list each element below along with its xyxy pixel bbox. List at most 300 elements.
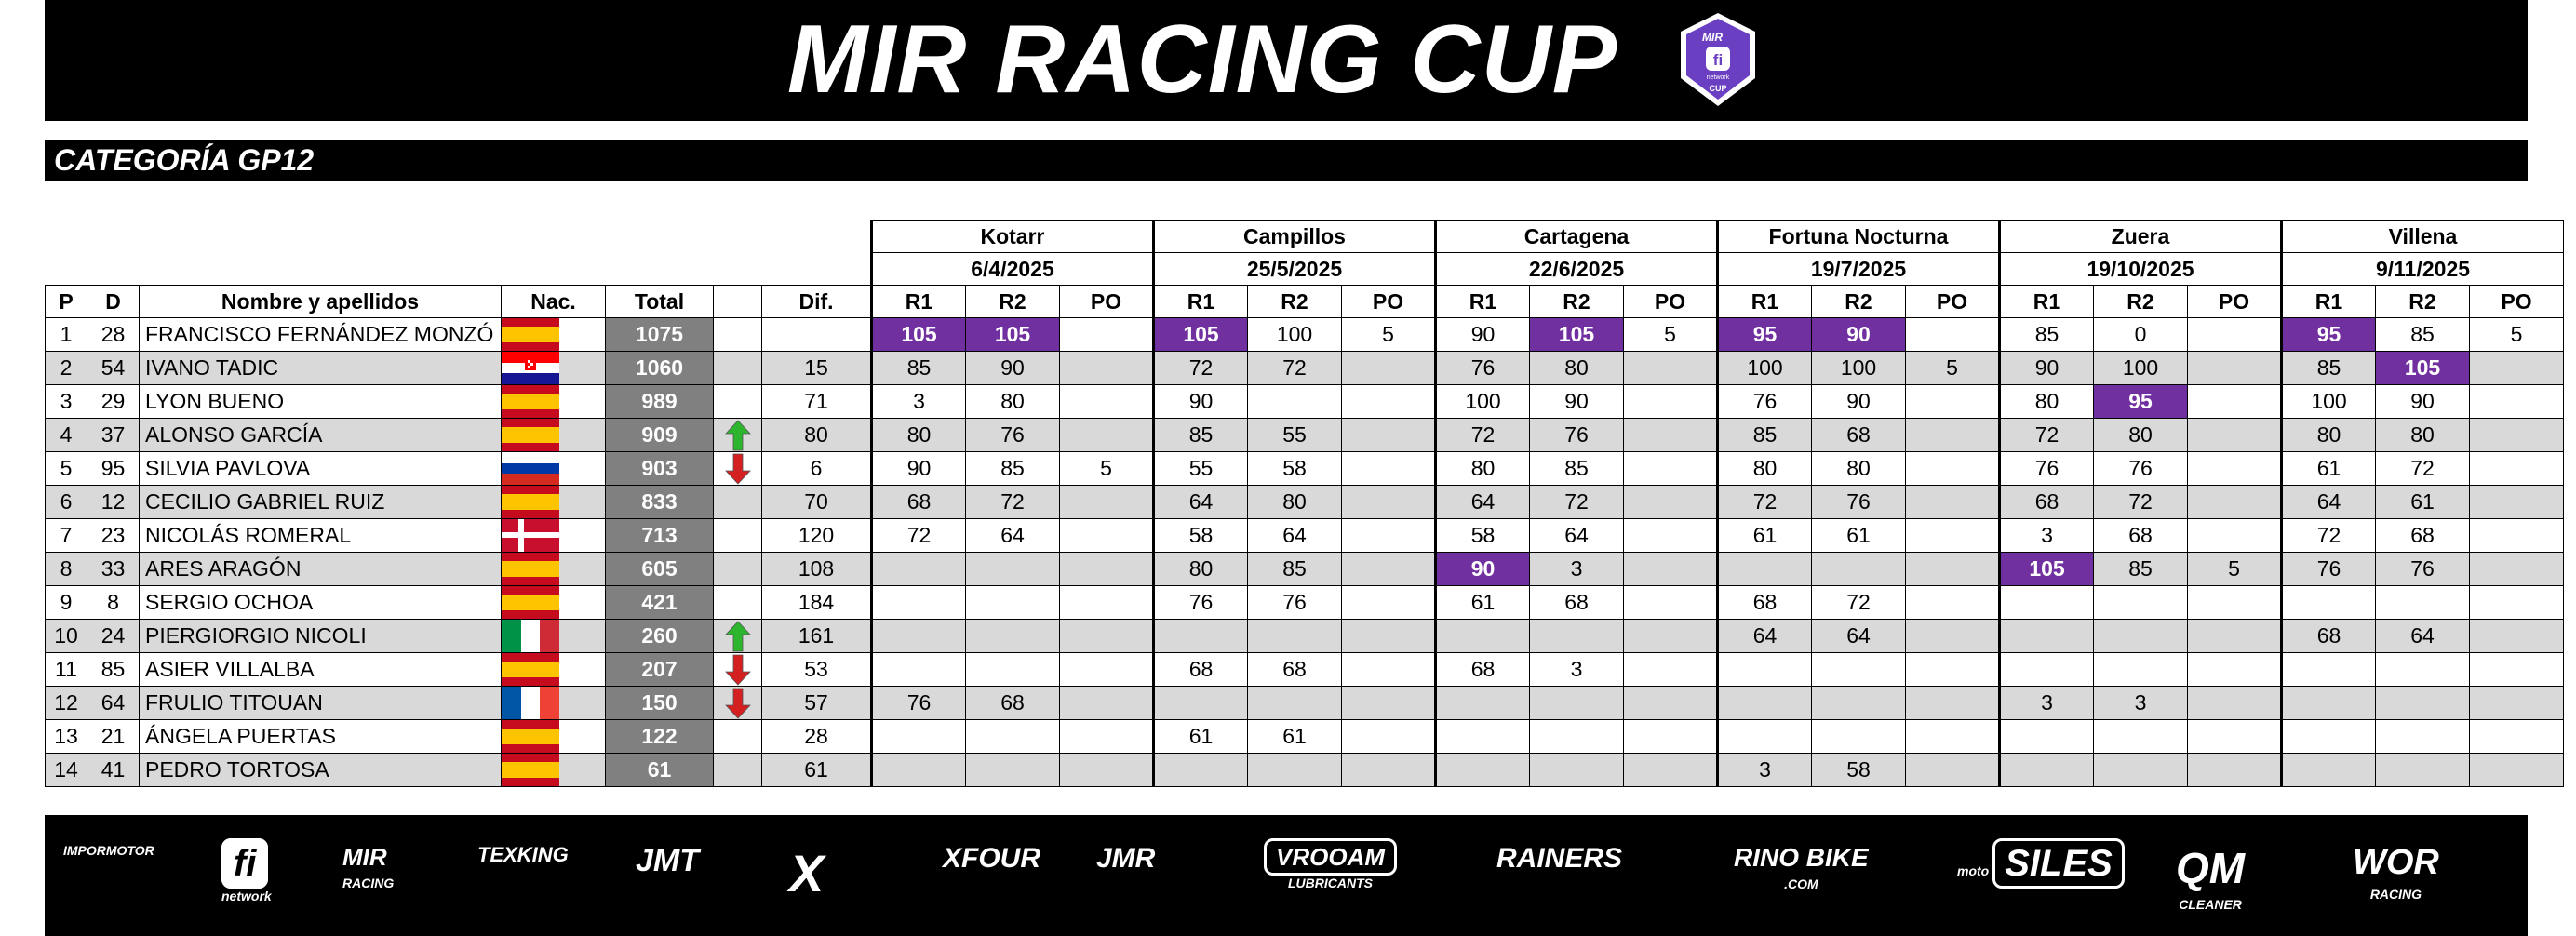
pole-points: [2470, 419, 2564, 452]
race-2-points: [1248, 385, 1342, 419]
race-2-points: 72: [2376, 452, 2470, 486]
race-1-points: 64: [1436, 486, 1530, 519]
col-nationality: Nac.: [502, 286, 606, 318]
col-pole: PO: [2188, 286, 2282, 318]
race-2-points: 68: [2094, 519, 2188, 553]
race-2-points: [1530, 720, 1624, 754]
rider-name: ALONSO GARCÍA: [140, 419, 502, 452]
svg-text:network: network: [1706, 74, 1730, 81]
col-difference: Dif.: [762, 286, 872, 318]
race-2-points: 3: [1530, 553, 1624, 586]
pole-points: [1342, 754, 1436, 787]
race-2-points: 68: [966, 687, 1060, 720]
event-name: Campillos: [1154, 221, 1436, 253]
pole-points: [1342, 419, 1436, 452]
race-1-points: [2000, 586, 2094, 620]
points-difference: [762, 318, 872, 352]
race-2-points: 72: [2094, 486, 2188, 519]
pole-points: [1060, 620, 1154, 653]
nationality: [502, 586, 606, 620]
rider-name: SILVIA PAVLOVA: [140, 452, 502, 486]
race-1-points: [872, 754, 966, 787]
dorsal: 54: [87, 352, 140, 385]
race-1-points: 105: [1154, 318, 1248, 352]
race-2-points: [1530, 754, 1624, 787]
race-2-points: [2376, 720, 2470, 754]
col-race-2: R2: [2094, 286, 2188, 318]
race-1-points: 76: [872, 687, 966, 720]
race-2-points: [1530, 687, 1624, 720]
sponsor-name: XFOUR: [943, 843, 1040, 874]
pole-points: [2470, 486, 2564, 519]
trend: [714, 620, 762, 653]
pole-points: [1906, 620, 2000, 653]
race-2-points: 55: [1248, 419, 1342, 452]
race-2-points: 100: [1248, 318, 1342, 352]
pole-points: [1342, 486, 1436, 519]
spain-flag: [502, 754, 559, 786]
trend: [714, 687, 762, 720]
race-2-points: 61: [2376, 486, 2470, 519]
race-2-points: [1530, 620, 1624, 653]
event-date: 25/5/2025: [1154, 253, 1436, 286]
race-2-points: 85: [1248, 553, 1342, 586]
sponsor-logo: [1264, 843, 1397, 890]
nationality: [502, 452, 606, 486]
race-2-points: [1248, 687, 1342, 720]
sponsor-subtitle: CLEANER: [2179, 897, 2242, 912]
sponsor-prefix: moto: [1957, 863, 1990, 878]
race-2-points: 76: [1530, 419, 1624, 452]
sponsor-subtitle: RACING: [342, 876, 395, 890]
pole-points: [2188, 486, 2282, 519]
nationality: [502, 754, 606, 787]
sponsor-name: WOR: [2353, 843, 2439, 882]
pole-points: [1060, 385, 1154, 419]
sponsor-subtitle: LUBRICANTS: [1288, 876, 1373, 890]
sponsor-name: QM: [2176, 844, 2246, 892]
points-difference: 61: [762, 754, 872, 787]
pole-points: [1060, 519, 1154, 553]
race-2-points: 76: [1248, 586, 1342, 620]
dorsal: 23: [87, 519, 140, 553]
race-2-points: 72: [1812, 586, 1906, 620]
pole-points: [2470, 553, 2564, 586]
pole-points: 5: [1624, 318, 1718, 352]
position: 2: [46, 352, 87, 385]
race-1-points: [2000, 620, 2094, 653]
empty-cell: [606, 253, 714, 286]
pole-points: [2188, 318, 2282, 352]
position: 13: [46, 720, 87, 754]
pole-points: [1906, 586, 2000, 620]
race-1-points: [872, 620, 966, 653]
race-2-points: 72: [1530, 486, 1624, 519]
pole-points: 5: [2470, 318, 2564, 352]
spain-flag: [502, 720, 559, 753]
race-1-points: 72: [872, 519, 966, 553]
dorsal: 12: [87, 486, 140, 519]
race-2-points: 80: [966, 385, 1060, 419]
pole-points: [1060, 653, 1154, 687]
race-2-points: 61: [1812, 519, 1906, 553]
arrow-down-icon: [725, 688, 751, 719]
race-1-points: 3: [2000, 519, 2094, 553]
col-pole: PO: [1624, 286, 1718, 318]
pole-points: [1342, 653, 1436, 687]
race-1-points: [2000, 754, 2094, 787]
col-pole: PO: [2470, 286, 2564, 318]
race-2-points: 64: [1812, 620, 1906, 653]
nationality: [502, 352, 606, 385]
race-1-points: 90: [2000, 352, 2094, 385]
sponsor-name: MIR: [342, 843, 387, 871]
race-2-points: [966, 653, 1060, 687]
rider-name: FRANCISCO FERNÁNDEZ MONZÓ: [140, 318, 502, 352]
sponsor-logo: [1096, 843, 1155, 875]
pole-points: [2188, 653, 2282, 687]
pole-points: [1624, 687, 1718, 720]
pole-points: [2470, 754, 2564, 787]
trend: [714, 352, 762, 385]
race-2-points: [966, 586, 1060, 620]
race-1-points: [872, 653, 966, 687]
rider-name: LYON BUENO: [140, 385, 502, 419]
pole-points: 5: [1342, 318, 1436, 352]
spain-flag: [502, 553, 559, 585]
race-2-points: 64: [966, 519, 1060, 553]
race-2-points: [966, 553, 1060, 586]
pole-points: [2470, 519, 2564, 553]
pole-points: [2188, 419, 2282, 452]
race-2-points: 58: [1812, 754, 1906, 787]
race-1-points: 80: [1436, 452, 1530, 486]
col-race-1: R1: [872, 286, 966, 318]
pole-points: [1060, 754, 1154, 787]
race-2-points: 68: [1812, 419, 1906, 452]
col-trend: [714, 286, 762, 318]
total-points: 713: [606, 519, 714, 553]
sponsor-subtitle: network: [221, 889, 272, 903]
col-race-2: R2: [1248, 286, 1342, 318]
page-title: MIR RACING CUP: [786, 6, 1618, 114]
race-1-points: [1718, 653, 1812, 687]
sponsor-logo: [477, 843, 569, 867]
points-difference: 71: [762, 385, 872, 419]
position: 8: [46, 553, 87, 586]
table-row: [46, 486, 2564, 519]
pole-points: [1624, 352, 1718, 385]
race-1-points: [2282, 586, 2376, 620]
race-1-points: 3: [1718, 754, 1812, 787]
pole-points: [1906, 419, 2000, 452]
race-1-points: 76: [2282, 553, 2376, 586]
sponsor-logo: [2176, 843, 2245, 912]
pole-points: [1342, 687, 1436, 720]
race-2-points: 72: [1248, 352, 1342, 385]
pole-points: [2470, 653, 2564, 687]
trend: [714, 318, 762, 352]
race-1-points: 76: [1718, 385, 1812, 419]
race-2-points: 105: [1530, 318, 1624, 352]
col-race-2: R2: [1812, 286, 1906, 318]
race-2-points: 85: [966, 452, 1060, 486]
pole-points: [1624, 754, 1718, 787]
race-1-points: 95: [2282, 318, 2376, 352]
rider-name: PEDRO TORTOSA: [140, 754, 502, 787]
race-2-points: [1812, 720, 1906, 754]
race-2-points: 68: [1530, 586, 1624, 620]
race-1-points: 72: [1436, 419, 1530, 452]
pole-points: [2470, 452, 2564, 486]
arrow-down-icon: [725, 453, 751, 485]
race-2-points: [2094, 653, 2188, 687]
race-2-points: 64: [1248, 519, 1342, 553]
nationality: [502, 419, 606, 452]
trend: [714, 553, 762, 586]
table-row: [46, 385, 2564, 419]
race-1-points: [1154, 620, 1248, 653]
header-bar: [45, 0, 2528, 121]
rider-name: ÁNGELA PUERTAS: [140, 720, 502, 754]
nationality: [502, 318, 606, 352]
race-1-points: 64: [2282, 486, 2376, 519]
dorsal: 8: [87, 586, 140, 620]
nationality: [502, 720, 606, 754]
race-1-points: [1718, 720, 1812, 754]
pole-points: [2188, 720, 2282, 754]
points-difference: 53: [762, 653, 872, 687]
pole-points: [1060, 318, 1154, 352]
col-race-1: R1: [1436, 286, 1530, 318]
empty-cell: [502, 253, 606, 286]
sponsor-name: SILES: [1992, 838, 2125, 889]
col-pole: PO: [1342, 286, 1436, 318]
trend: [714, 385, 762, 419]
sponsor-logo: [342, 843, 394, 890]
race-1-points: 105: [872, 318, 966, 352]
race-2-points: 90: [2376, 385, 2470, 419]
table-row: [46, 419, 2564, 452]
sponsor-name: RAINERS: [1496, 843, 1623, 874]
race-2-points: 58: [1248, 452, 1342, 486]
pole-points: [1342, 720, 1436, 754]
total-points: 122: [606, 720, 714, 754]
pole-points: 5: [1060, 452, 1154, 486]
rider-name: ARES ARAGÓN: [140, 553, 502, 586]
pole-points: [1060, 720, 1154, 754]
pole-points: [2470, 687, 2564, 720]
race-1-points: [1436, 687, 1530, 720]
race-1-points: 85: [2000, 318, 2094, 352]
race-1-points: 100: [1436, 385, 1530, 419]
race-1-points: [2000, 653, 2094, 687]
race-1-points: [2282, 754, 2376, 787]
total-points: 605: [606, 553, 714, 586]
race-2-points: 90: [1812, 385, 1906, 419]
pole-points: [1624, 385, 1718, 419]
russia-flag: [502, 452, 559, 485]
total-points: 150: [606, 687, 714, 720]
points-difference: 70: [762, 486, 872, 519]
race-1-points: 90: [1436, 553, 1530, 586]
spain-flag: [502, 385, 559, 418]
event-name: Kotarr: [872, 221, 1154, 253]
race-2-points: 76: [966, 419, 1060, 452]
trend: [714, 720, 762, 754]
race-1-points: 64: [1718, 620, 1812, 653]
cup-badge-logo: [1675, 11, 1761, 108]
total-points: 903: [606, 452, 714, 486]
dorsal: 21: [87, 720, 140, 754]
table-row: [46, 687, 2564, 720]
race-2-points: 90: [1812, 318, 1906, 352]
sponsor-name: JMT: [636, 843, 699, 878]
points-difference: 161: [762, 620, 872, 653]
nationality: [502, 687, 606, 720]
pole-points: [1060, 352, 1154, 385]
position: 14: [46, 754, 87, 787]
svg-text:MIR: MIR: [1702, 31, 1723, 44]
pole-points: [1624, 452, 1718, 486]
empty-cell: [502, 221, 606, 253]
race-2-points: 80: [1248, 486, 1342, 519]
sponsor-logo: [221, 843, 272, 903]
italy-flag: [502, 620, 559, 652]
sponsor-name: fi: [221, 838, 268, 889]
event-name: Cartagena: [1436, 221, 1718, 253]
event-date: 9/11/2025: [2282, 253, 2564, 286]
race-1-points: 105: [2000, 553, 2094, 586]
race-2-points: 68: [1248, 653, 1342, 687]
column-header-row: [46, 286, 2564, 318]
race-1-points: 68: [1718, 586, 1812, 620]
rider-name: ASIER VILLALBA: [140, 653, 502, 687]
race-2-points: 64: [2376, 620, 2470, 653]
table-row: [46, 653, 2564, 687]
race-1-points: 72: [1154, 352, 1248, 385]
race-1-points: [872, 553, 966, 586]
pole-points: [1060, 419, 1154, 452]
race-2-points: 85: [2376, 318, 2470, 352]
svg-text:fi: fi: [1712, 51, 1724, 69]
race-1-points: 85: [872, 352, 966, 385]
pole-points: [1906, 653, 2000, 687]
race-1-points: [1436, 620, 1530, 653]
position: 3: [46, 385, 87, 419]
pole-points: [1624, 419, 1718, 452]
table-row: [46, 352, 2564, 385]
race-2-points: 76: [2376, 553, 2470, 586]
sponsor-logo: [2353, 843, 2439, 902]
total-points: 207: [606, 653, 714, 687]
race-2-points: [1812, 553, 1906, 586]
race-1-points: 64: [1154, 486, 1248, 519]
sponsor-name: VROOAM: [1264, 838, 1397, 876]
race-2-points: [2376, 586, 2470, 620]
empty-cell: [46, 221, 87, 253]
race-2-points: 68: [2376, 519, 2470, 553]
race-1-points: 85: [1718, 419, 1812, 452]
rider-name: SERGIO OCHOA: [140, 586, 502, 620]
race-1-points: 72: [2282, 519, 2376, 553]
race-2-points: 64: [1530, 519, 1624, 553]
race-2-points: 105: [966, 318, 1060, 352]
sponsor-name: IMPORMOTOR: [63, 843, 154, 858]
table-row: [46, 553, 2564, 586]
sponsor-logo: [789, 843, 824, 903]
sponsor-subtitle: .COM: [1784, 876, 1818, 891]
pole-points: [2188, 385, 2282, 419]
race-2-points: 80: [1812, 452, 1906, 486]
pole-points: [1906, 720, 2000, 754]
total-points: 989: [606, 385, 714, 419]
total-points: 833: [606, 486, 714, 519]
race-2-points: [966, 720, 1060, 754]
race-1-points: [2282, 653, 2376, 687]
col-pole: PO: [1906, 286, 2000, 318]
race-2-points: [966, 620, 1060, 653]
pole-points: [1906, 687, 2000, 720]
event-name: Villena: [2282, 221, 2564, 253]
event-date: 19/10/2025: [2000, 253, 2282, 286]
sponsor-name: TEXKING: [477, 843, 569, 866]
race-1-points: 68: [872, 486, 966, 519]
pole-points: [1624, 586, 1718, 620]
category-title: CATEGORÍA GP12: [54, 143, 315, 177]
pole-points: 5: [2188, 553, 2282, 586]
race-1-points: [2000, 720, 2094, 754]
position: 4: [46, 419, 87, 452]
pole-points: [1624, 720, 1718, 754]
nationality: [502, 385, 606, 419]
pole-points: [1342, 385, 1436, 419]
race-2-points: 100: [2094, 352, 2188, 385]
pole-points: [1906, 452, 2000, 486]
race-2-points: [2094, 586, 2188, 620]
nationality: [502, 553, 606, 586]
spain-flag: [502, 318, 559, 351]
race-2-points: 3: [2094, 687, 2188, 720]
pole-points: 5: [1906, 352, 2000, 385]
event-date: 6/4/2025: [872, 253, 1154, 286]
croatia-flag: [502, 352, 559, 384]
pole-points: [1342, 553, 1436, 586]
sponsor-bar: [45, 815, 2528, 936]
event-date-row: [46, 253, 2564, 286]
race-1-points: 68: [2282, 620, 2376, 653]
pole-points: [1060, 687, 1154, 720]
pole-points: [1624, 486, 1718, 519]
dorsal: 29: [87, 385, 140, 419]
total-points: 61: [606, 754, 714, 787]
col-race-2: R2: [2376, 286, 2470, 318]
sponsor-logo: [1734, 843, 1869, 891]
col-name: Nombre y apellidos: [140, 286, 502, 318]
pole-points: [1342, 586, 1436, 620]
spain-flag: [502, 486, 559, 518]
empty-cell: [762, 221, 872, 253]
col-race-2: R2: [1530, 286, 1624, 318]
pole-points: [1624, 519, 1718, 553]
race-1-points: 90: [1154, 385, 1248, 419]
spain-flag: [502, 653, 559, 686]
col-position: P: [46, 286, 87, 318]
empty-cell: [606, 221, 714, 253]
race-2-points: 0: [2094, 318, 2188, 352]
race-2-points: 100: [1812, 352, 1906, 385]
pole-points: [2470, 352, 2564, 385]
